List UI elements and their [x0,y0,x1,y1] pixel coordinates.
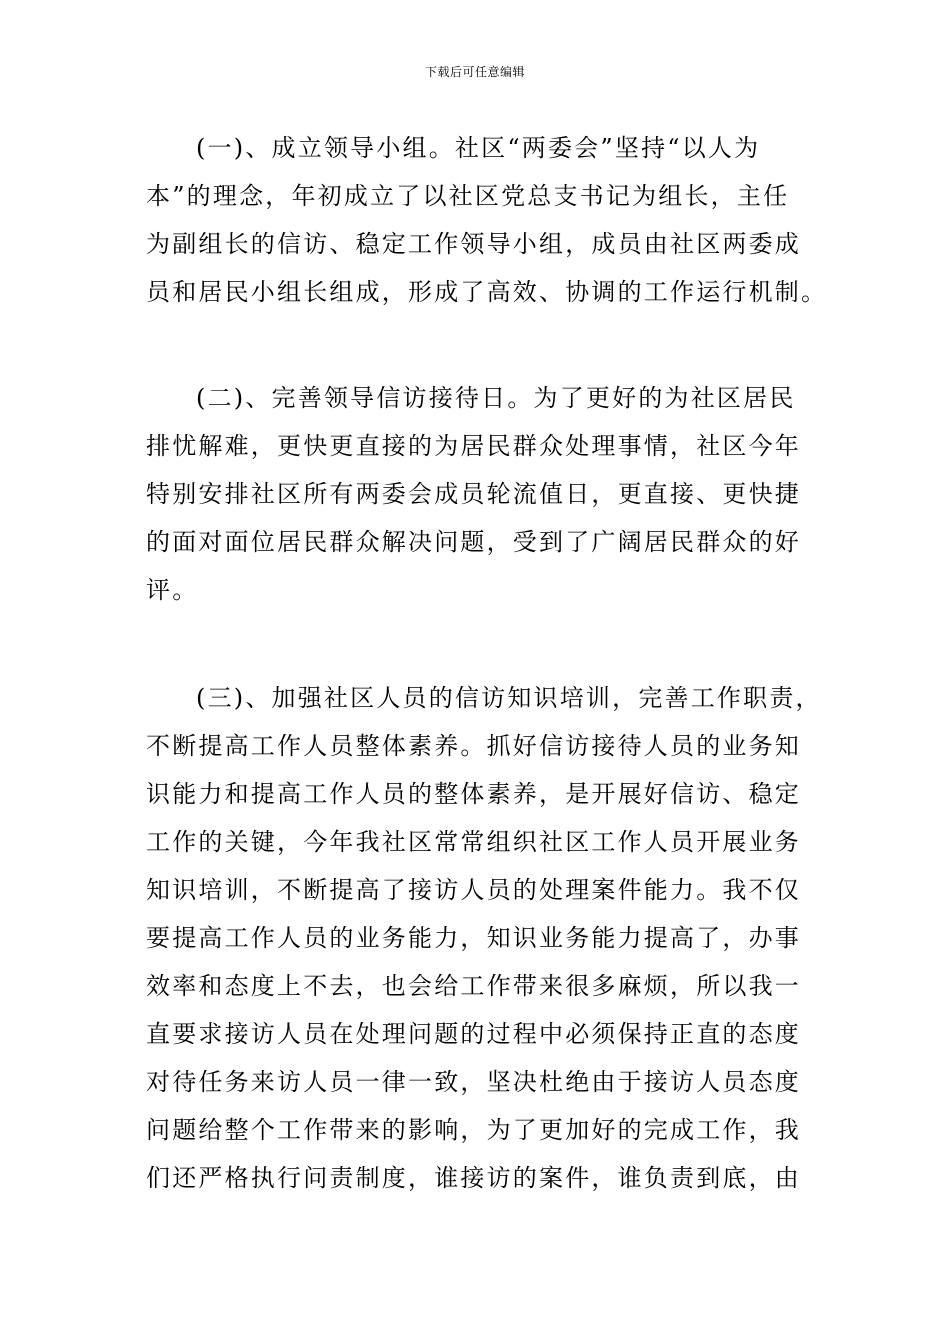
text-line: 对待任务来访人员一律一致，坚决杜绝由于接访人员态度 [146,1068,801,1096]
text-line: 本”的理念，年初成立了以社区党总支书记为组长，主任 [146,182,790,210]
paragraph-3 [146,674,826,1202]
text-line: 员和居民小组长组成，形成了高效、协调的工作运行机制。 [146,278,828,306]
text-line: 不断提高工作人员整体素养。抓好信访接待人员的业务知 [146,732,801,760]
text-line: 们还严格执行问责制度，谁接访的案件，谁负责到底，由 [146,1164,801,1192]
text-line: 要提高工作人员的业务能力，知识业务能力提高了，办事 [146,924,801,952]
paragraph-1 [146,124,826,316]
page-header: 下载后可任意编辑 [424,65,525,79]
text-line: 的面对面位居民群众解决问题，受到了广阔居民群众的好 [146,528,801,556]
text-line: 特别安排社区所有两委会成员轮流值日，更直接、更快捷 [146,480,801,508]
text-line: (一)、成立领导小组。社区“两委会”坚持“以人为 [196,134,761,162]
text-line: (三)、加强社区人员的信访知识培训，完善工作职责， [196,684,822,712]
text-line: 效率和态度上不去，也会给工作带来很多麻烦，所以我一 [146,972,801,1000]
text-line: 识能力和提高工作人员的整体素养，是开展好信访、稳定 [146,780,801,808]
text-line: (二)、完善领导信访接待日。为了更好的为社区居民 [196,384,796,412]
text-line: 为副组长的信访、稳定工作领导小组，成员由社区两委成 [146,230,801,258]
text-line: 工作的关键，今年我社区常常组织社区工作人员开展业务 [146,828,801,856]
text-line: 直要求接访人员在处理问题的过程中必须保持正直的态度 [146,1020,801,1048]
text-line: 排忧解难，更快更直接的为居民群众处理事情，社区今年 [146,432,801,460]
paragraph-2 [146,374,826,614]
text-line: 知识培训，不断提高了接访人员的处理案件能力。我不仅 [146,876,801,904]
text-line: 评。 [146,576,199,604]
text-line: 问题给整个工作带来的影响，为了更加好的完成工作，我 [146,1116,801,1144]
